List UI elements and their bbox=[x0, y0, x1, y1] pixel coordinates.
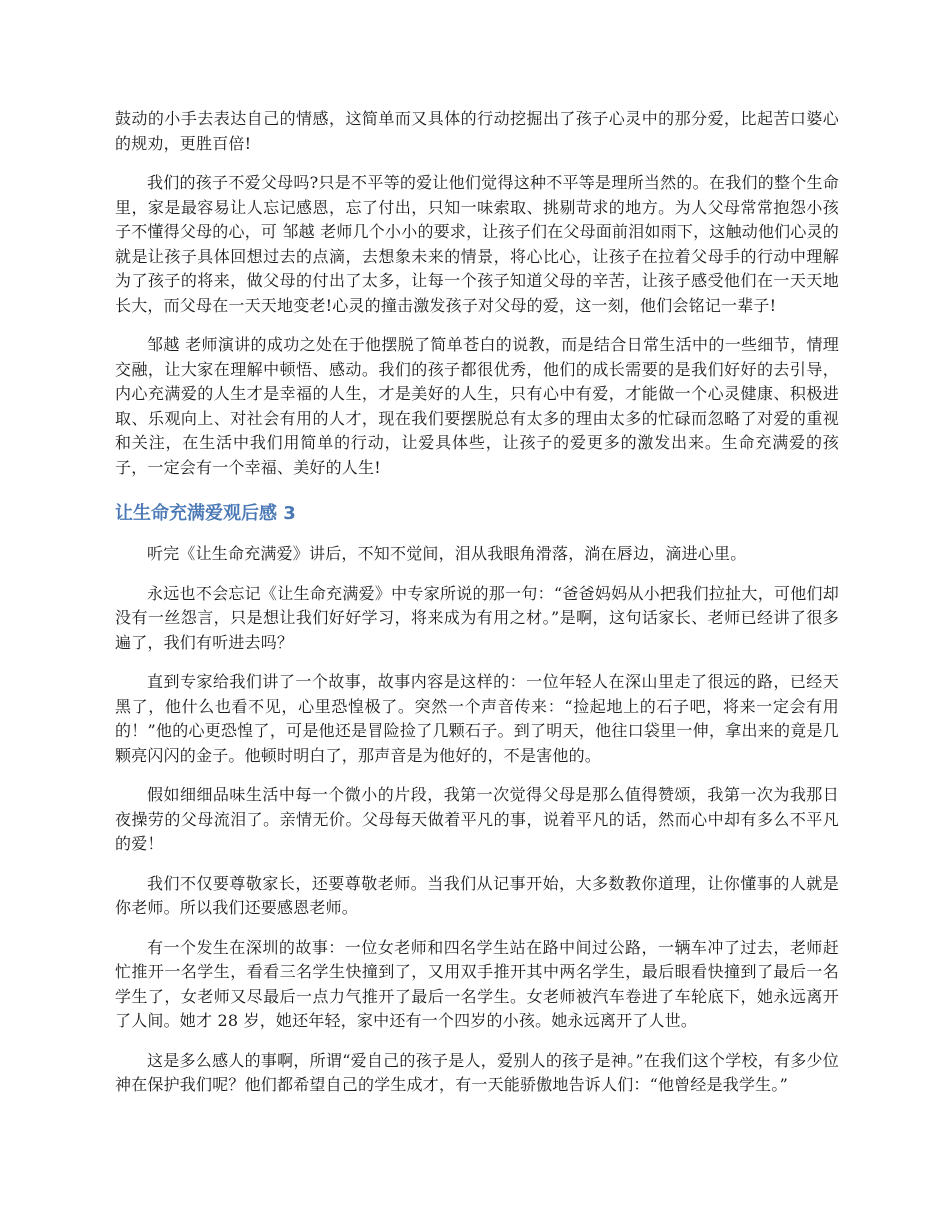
paragraph: 我们的孩子不爱父母吗?只是不平等的爱让他们觉得这种不平等是理所当然的。在我们的整个生命里，家是最容易让人忘记感恩，忘了付出，只知一味索取、挑剔苛求的地方。为人父母常常抱怨小孩子不懂得父母的心，可 邹越 老师几个小小的要求，让孩子们在父母面前泪如雨下，这触动他们心灵的就是让孩子具体回想过去的点滴，去想象未来的情景，将心比心，让孩子在拉着父母手的行动中理解为了孩子的将来，做父母的付出了太多，让每一个孩子知道父母的辛苦，让孩子感受他们在一天天地长大，而父母在一天天地变老!心灵的撞击激发孩子对父母的爱，这一刻，他们会铭记一辈子! bbox=[115, 173, 839, 315]
paragraph: 我们不仅要尊敬家长，还要尊敬老师。当我们从记事开始，大多数教你道理，让你懂事的人就是你老师。所以我们还要感恩老师。 bbox=[115, 873, 839, 917]
paragraph: 听完《让生命充满爱》讲后，不知不觉间，泪从我眼角滑落，淌在唇边，滴进心里。 bbox=[147, 544, 747, 563]
paragraph: 邹越 老师演讲的成功之处在于他摆脱了简单苍白的说教，而是结合日常生活中的一些细节，情理交融，让大家在理解中顿悟、感动。我们的孩子都很优秀，他们的成长需要的是我们好好的去引导，内心充满爱的人生才是幸福的人生，才是美好的人生，只有心中有爱，才能做一个心灵健康、积极进取、乐观向上、对社会有用的人才，现在我们要摆脱总有太多的理由太多的忙碌而忽略了对爱的重视和关注，在生活中我们用简单的行动，让爱具体些，让孩子的爱更多的激发出来。生命充满爱的孩子，一定会有一个幸福、美好的人生! bbox=[115, 335, 839, 477]
paragraph: 有一个发生在深圳的故事：一位女老师和四名学生站在路中间过公路，一辆车冲了过去，老师赶忙推开一名学生，看看三名学生快撞到了，又用双手推开其中两名学生，最后眼看快撞到了最后一名学生了，女老师又尽最后一点力气推开了最后一名学生。女老师被汽车卷进了车轮底下，她永远离开了人间。她才 28 岁，她还年轻，家中还有一个四岁的小孩。她永远离开了人世。 bbox=[115, 937, 839, 1030]
paragraph: 假如细细品味生活中每一个微小的片段，我第一次觉得父母是那么值得赞颂，我第一次为我那日夜操劳的父母流泪了。亲情无价。父母每天做着平凡的事，说着平凡的话，然而心中却有多么不平凡的爱！ bbox=[115, 785, 839, 853]
section-heading: 让生命充满爱观后感 3 bbox=[115, 503, 296, 524]
paragraph-continuation: 鼓动的小手去表达自己的情感，这简单而又具体的行动挖掘出了孩子心灵中的那分爱，比起苦口婆心的规劝，更胜百倍! bbox=[115, 109, 839, 153]
paragraph: 永远也不会忘记《让生命充满爱》中专家所说的那一句：“爸爸妈妈从小把我们拉扯大，可他们却没有一丝怨言，只是想让我们好好学习，将来成为有用之材。”是啊，这句话家长、老师已经讲了很多遍了，我们有听进去吗？ bbox=[115, 583, 839, 652]
document-page bbox=[115, 107, 839, 1113]
paragraph: 这是多么感人的事啊，所谓“爱自己的孩子是人，爱别人的孩子是神。”在我们这个学校，有多少位神在保护我们呢？他们都希望自己的学生成才，有一天能骄傲地告诉人们：“他曾经是我学生。” bbox=[115, 1050, 839, 1094]
paragraph: 直到专家给我们讲了一个故事，故事内容是这样的：一位年轻人在深山里走了很远的路，已经天黑了，他什么也看不见，心里恐惶极了。突然一个声音传来：“捡起地上的石子吧，将来一定会有用的！”他的心更恐惶了，可是他还是冒险捡了几颗石子。到了明天，他往口袋里一伸，拿出来的竟是几颗亮闪闪的金子。他顿时明白了，那声音是为他好的，不是害他的。 bbox=[115, 672, 839, 765]
